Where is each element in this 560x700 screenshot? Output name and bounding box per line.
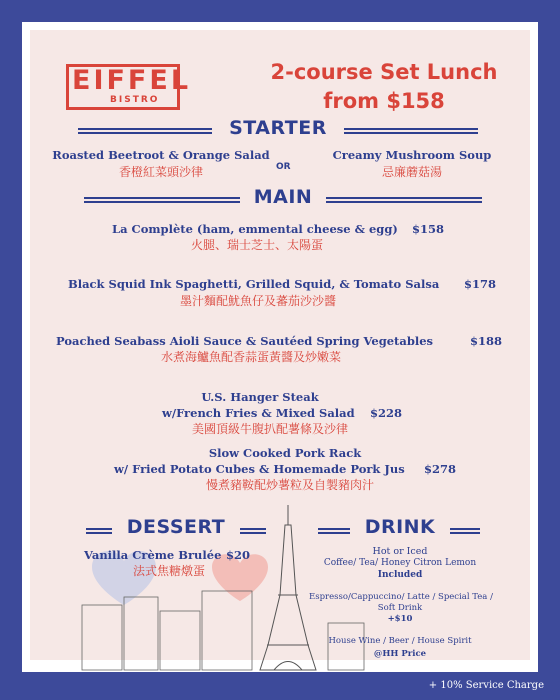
divider-left [78,128,212,134]
main-item-4-name: U.S. Hanger Steak [201,390,319,404]
drink-line-6: +$10 [387,614,413,624]
main-item-5-zh: 慢煮豬鞍配炒薯粒及自製豬肉汁 [205,478,374,492]
starter-left-zh: 香橙紅菜頭沙律 [118,165,203,179]
main-item-2-name: Black Squid Ink Spaghetti, Grilled Squid, & Tomato Salsa [68,277,440,291]
main-item-1-name: La Complète (ham, emmental cheese & egg) [112,222,398,236]
main-item-5-name: Slow Cooked Pork Rack [208,446,362,460]
main-item-4-sub: w/French Fries & Mixed Salad [162,406,355,420]
drink-line-1: Hot or Iced [372,546,428,557]
main-item-1-zh: 火腿、瑞士芝士、太陽蛋 [190,238,323,252]
section-starter: STARTER [229,117,327,139]
main-item-5-price: $278 [424,462,457,476]
divider-left [318,528,350,534]
service-charge-note: + 10% Service Charge [428,680,544,691]
drink-line-3: Included [377,570,423,580]
divider-right [344,128,478,134]
divider-right [450,528,480,534]
dessert-item-name: Vanilla Crème Brulée [84,548,222,562]
divider-left [86,528,112,534]
section-dessert: DESSERT [126,516,226,538]
logo-text-eiffel: EIFFEL [72,65,192,96]
drink-line-7: House Wine / Beer / House Spirit [328,636,472,646]
main-item-4-price: $228 [370,406,403,420]
logo-text-bistro: BISTRO [110,95,160,105]
page-subtitle: from $158 [323,89,445,113]
page-title: 2-course Set Lunch [270,60,498,84]
dessert-item-price: $20 [226,548,251,562]
drink-line-4: Espresso/Cappuccino/ Latte / Special Tea / [309,592,493,602]
starter-right-name: Creamy Mushroom Soup [332,148,492,162]
section-drink: DRINK [364,516,436,538]
drink-line-8: @HH Price [373,649,427,659]
eiffel-bistro-logo [66,64,192,110]
main-item-1-price: $158 [412,222,445,236]
main-item-2-zh: 墨汁麵配魷魚仔及蕃茄沙沙醬 [179,294,336,308]
divider-right [326,197,482,203]
main-item-5-sub: w/ Fried Potato Cubes & Homemade Pork Jus [114,462,405,476]
main-item-4-zh: 美國頂級牛腹扒配薯條及沙律 [191,422,348,436]
main-item-3-price: $188 [470,334,503,348]
divider-right [240,528,266,534]
drink-line-2: Coffee/ Tea/ Honey Citron Lemon [323,558,477,568]
divider-left [84,197,240,203]
main-item-3-zh: 水煮海鱸魚配香蒜蛋黃醬及炒嫩菜 [160,350,341,364]
main-item-3-name: Poached Seabass Aioli Sauce & Sautéed Spring Vegetables [56,334,434,348]
or-label: OR [276,162,291,172]
starter-left-name: Roasted Beetroot & Orange Salad [52,148,270,162]
section-main: MAIN [253,186,313,208]
drink-line-5: Soft Drink [377,603,423,613]
dessert-item-zh: 法式焦糖燉蛋 [132,564,205,578]
starter-right-zh: 忌廉蘑菇湯 [381,165,442,179]
main-item-2-price: $178 [464,277,497,291]
